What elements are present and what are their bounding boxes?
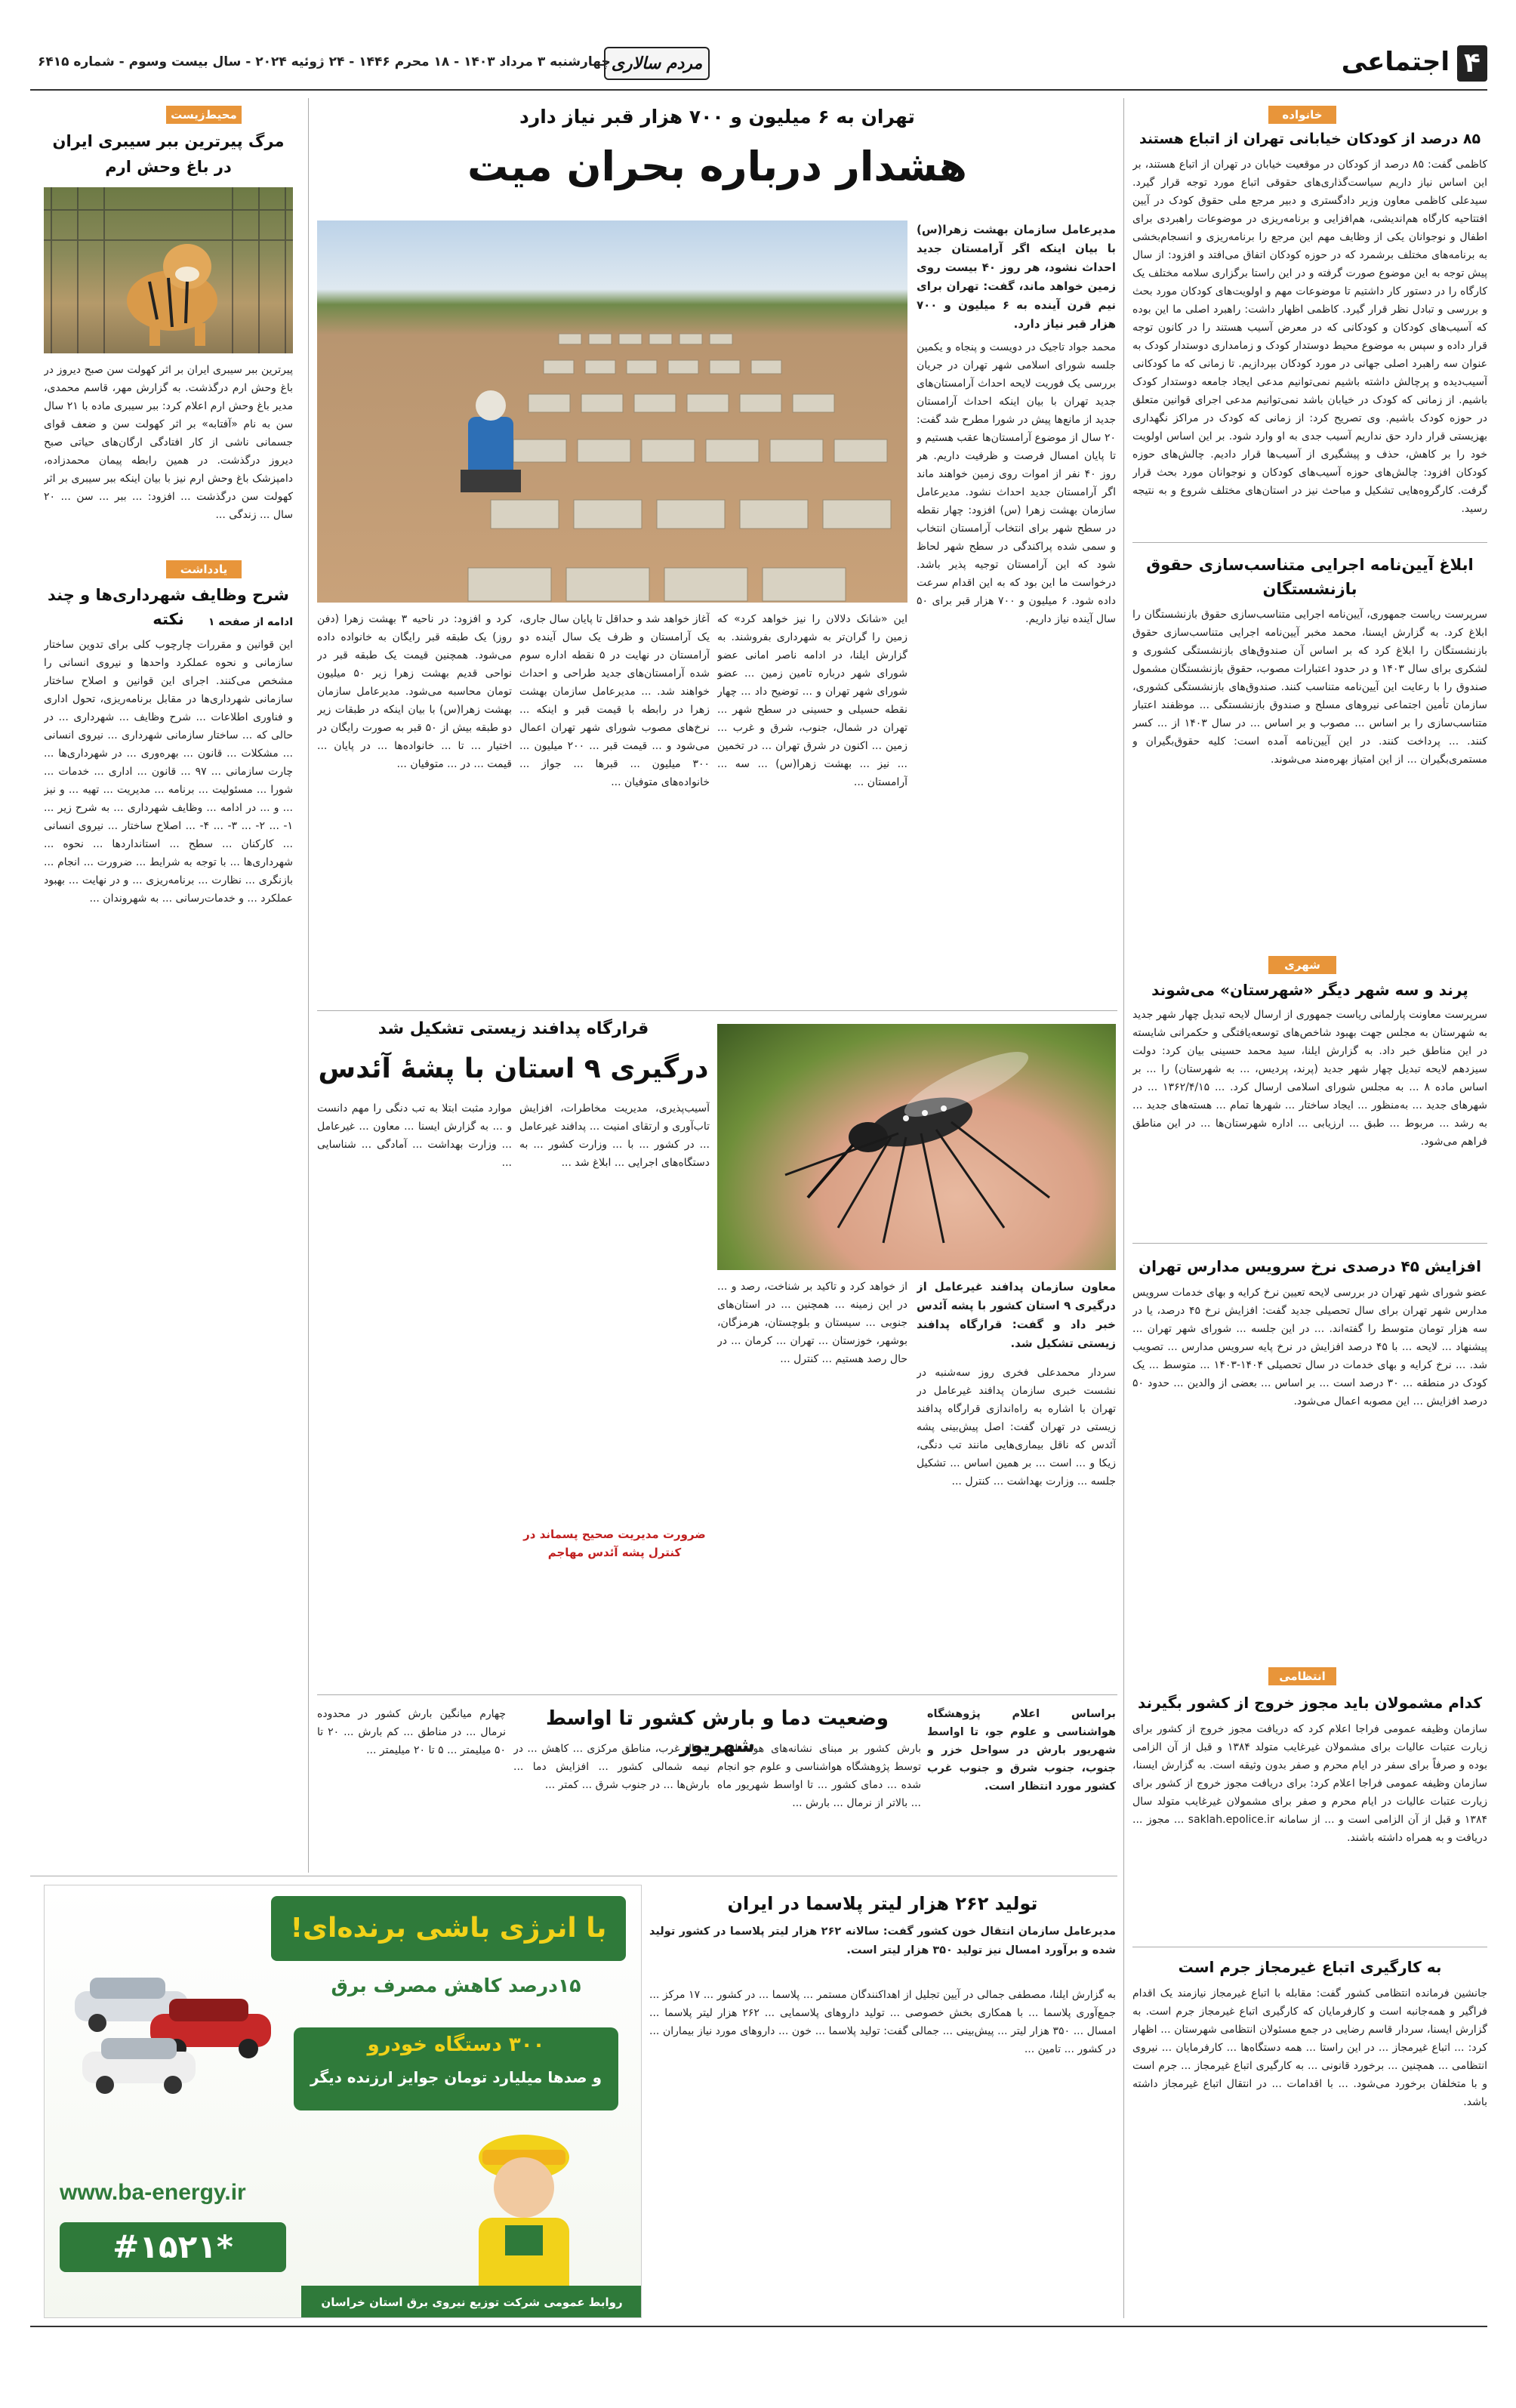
tiger-illustration [44, 187, 293, 353]
weather-col1: بارش کشور بر مبنای نشانه‌های هواشناسی توسط پژوهشگاه هواشناسی و علوم جو انجام شده ... دمای کشور ... تا اواسط شهریور ماه ... بالاتر از نرمال ... بارش ... [717, 1743, 921, 1809]
cemetery-col2: این «شانک دلالان را نیز خواهد کرد» که زمین را گران‌تر به شهرداری بفروشند. به گزارش ایلنا، در ادامه ناصر امانی عضو شورای شهر درباره تامین زمین ... عضو شورای شهر تهران و ... توضیح داد ... چهار نقطه حسیلی و حسینی در سطح شهر ... تهران در شمال، جنوب، شرق و غرب ... زمین ... اکنون در شرق تهران ... در تخمین ... نیز ... بهشت زهرا(س) ... سه ... آرامستان ... [717, 613, 907, 788]
cemetery-col4: کرد و افزود: در ناحیه ۳ بهشت زهرا (دفن روز) یک طبقه قبر رایگان به خانواده داده می‌شود. همچنین قیمت یک طبقه قبر در نواحی قدیم بهشت زهرا زیر ۵۰ میلیون تومان محاسبه می‌شود. مدیرعامل سازمان بهشت زهرا(س) با بیان اینکه در طبقات زیر دو طبقه بیش از ۵۰ قبر به صورت رایگان در اختیار ... تا ... خانواده‌ها ... در پایان ... قیمت ... در ... متوفیان ... [317, 613, 512, 770]
article-pension-body: سرپرست ریاست جمهوری، آیین‌نامه اجرایی متناسب‌سازی حقوق بازنشستگان را ابلاغ کرد. به گزارش ایسنا، محمد مخبر آیین‌نامه اجرایی متناسب‌سازی حقوق بازنشستگان را ابلاغ کرد که بر اساس آن صندوق‌های بازنشستگی کشوری و لشکری برای سال ۱۴۰۳ و در حدود اعتبارات مصوب، حقوق بازنشستگان مشمول صندوق را با رعایت این آیین‌نامه متناسب کنند. صندوق‌های بازنشستگی کشوری، سازمان تأمین اجتماعی نیروهای مسلح و صندوق بازنشستگی ... موظفند اعتبار متناسب‌سازی را بر اساس ... مصوب و بر اساس ... در سال ۱۴۰۳ از ... کسر کنند. ... پرداخت کنند. در این آیین‌نامه آمده است: کلیه حقوق‌بگیران و مستمری‌بگیران ... از این امتیاز بهره‌مند می‌شوند. [1132, 609, 1487, 766]
ad-ussd-code: #۱۵۲۱* [112, 2228, 233, 2265]
plasma-headline: تولید ۲۶۲ هزار لیتر پلاسما در ایران [727, 1893, 1038, 1914]
divider [317, 1010, 1117, 1011]
left-column-divider [308, 98, 309, 1873]
article-pension-title: ابلاغ آیین‌نامه اجرایی متناسب‌سازی حقوق بازنشستگان [1146, 556, 1474, 598]
divider [1132, 1243, 1487, 1244]
tiger-photo [44, 187, 293, 353]
divider [1132, 542, 1487, 543]
cemetery-col3: آغاز خواهد شد و حداقل تا پایان سال جاری، یک آرامستان و ظرف یک سال آینده دو آرامستان در نهایت در ۵ نقطه اداره سوم شده آرامستان‌های جدید طراحی و احداث خواهند شد. ... مدیرعامل سازمان بهشت زهرا در رابطه با قیمت قبر و اینکه ... نرخ‌های مصوب شورای شهر تهران اعمال می‌شود و ... قیمت قبر ... ۲۰۰ میلیون ... ۳۰۰ میلیون ... قبرها ... جواز ... خانواده‌های متوفیان ... [519, 613, 710, 788]
mosquito-headline: درگیری ۹ استان با پشهٔ آئدس [318, 1053, 709, 1084]
ad-mascot-illustration [437, 2112, 611, 2308]
article-street-children-title: ۸۵ درصد از کودکان خیابانی تهران از اتباع هستند [1139, 131, 1481, 147]
ad-subline: ۱۵درصد کاهش مصرف برق [331, 1975, 581, 1996]
divider [317, 1694, 1117, 1695]
mosquito-col1: سردار محمدعلی فخری روز سه‌شنبه در نشست خبری سازمان پدافند غیرعامل در تهران با اشاره به راه‌اندازی قرارگاه پدافند زیستی در تهران گفت: اصل پیش‌بینی پشه آئدس که ناقل بیماری‌هایی مانند تب دنگی، زیکا و ... است ... بر همین اساس ... تشکیل جلسه ... وزارت بهداشت ... کنترل ... [917, 1367, 1116, 1488]
article-street-children-body: کاظمی گفت: ۸۵ درصد از کودکان در موقعیت خیابان در تهران از اتباع هستند، بر این اساس نیاز داریم سیاست‌گذاری‌های حقوقی اتباع مورد توجه قرار گیرد. سیدعلی کاظمی معاون وزیر دادگستری و دبیر مرجع ملی حقوق کودک در آیین افتتاحیه کارگاه هم‌اندیشی، هم‌افزایی و برنامه‌ریزی در موضوعات راهبردی برای اطفال و نوجوانان یکی از وظایف مهم این مرجع را برنامه‌ریزی و انسجام‌بخشی به برنامه‌های مختلف برشمرد که در حوزه کودکان اتفاق می‌افتد و افزود: از سال پیش توجه به این موضوع صورت گرفته و در این راستا برگزاری سلامه مختلف یک کارگاه را در دستور کار داشتیم تا موضوعات مهم و اولویت‌های کودکان مورد بحث و بررسی و تبادل نظر قرار گیرد. کاظمی اظهار داشت: راهبرد اصلی ما این بوده که آسیب‌های کودکان و کودکانی که در معرض آسیب هستند را در کانون توجه قرار داده و سپس به موضوع محیط دوستدار کودک و زمامداری دوستدار کودک به عنوان سه راهبرد اصلی جهانی در مورد کودکان بپردازیم. تا زمانی که ما کودکانی آسیب‌دیده و پرچالش داشته باشیم نمی‌توانیم مدعی ایجاد جامعه دوستدار کودک باشیم. از زمانی که کودک در خیابان باشد نمی‌توانیم مدعی اجرای قوانین متعلق در حوزه کودک باشیم. وی تصریح کرد: از زمانی که کودک در مراکز نگهداری بهزیستی قرار دارد حق نداریم آسیب جدی به او وارد شود. بر این اساس اولویت خود را بر کاهش، حذف و پیشگیری از آسیب‌ها قرار دادیم. چالش‌های حوزه کودکان افزود: چالش‌های حوزه آسیب‌های کودکان و نوجوانان مورد بحث قرار گرفت. کارگروه‌هایی تشکیل و مباحث نیز در استان‌های مختلف شروع و به نتیجه رسید. [1132, 159, 1487, 515]
cemetery-kicker: تهران به ۶ میلیون و ۷۰۰ هزار قبر نیاز دارد [519, 106, 915, 128]
article-exit-permit-body: سازمان وظیفه عمومی فراجا اعلام کرد که دریافت مجوز خروج از کشور برای زیارت عتبات عالیات برای مشمولان غیرغایب متولد ۱۳۸۴ و قبل از آن الزامی بوده و صرفاً برای سفر در ایام محرم و صفر بدون وثیقه است. به گزارش ایسنا، سازمان وظیفه عمومی فراجا اعلام کرد: برای دریافت مجوز خروج از کشور برای زیارت عتبات عالیات در ایام محرم و صفر برای مشمولان غیرغایب متولد سال ۱۳۸۴ و قبل از آن الزامی است و ... از سامانه saklah.epolice.ir ... مجوز ... دریافت و به همراه داشته باشند. [1132, 1723, 1487, 1844]
newspaper-logo: مردم سالاری [604, 47, 710, 80]
note-title: شرح وظایف شهرداری‌ها و چند نکته [48, 586, 289, 628]
tag-police: انتظامی [1268, 1667, 1336, 1685]
weather-col2: شمال غرب، مناطق مرکزی ... کاهش ... در نیمه شمالی کشور ... افزایش دما ... بارش‌ها ... در جنوب شرق ... کمتر ... [513, 1743, 710, 1791]
page-number-box: ۴ [1457, 45, 1487, 82]
article-parand-title: پرند و سه شهر دیگر «شهرستان» می‌شوند [1151, 981, 1468, 999]
tiger-article-body: پیرترین ببر سیبری ایران بر اثر کهولت سن صبح دیروز در باغ وحش ارم درگذشت. به گزارش مهر، قاسم محمدی، مدیر باغ وحش ارم اعلام کرد: ببر سیبری ماده با ۲۱ سال سن به نام «آفتابه» بر اثر کهولت سن و ضعف قوای جسمانی ناشی از کار افتادگی ارگان‌های حیاتی صبح دیروز درگذشت. در همین رابطه پیمان محمدزاده، دامپزشک باغ وحش ارم نیز با بیان اینکه ببر سیبری بر اثر کهولت سن درگذشت ... افزود: ... ببر ... سن ... ۲۰ سال ... زندگی ... [44, 364, 293, 521]
note-body: این قوانین و مقررات چارچوب کلی برای تدوین ساختار سازمانی و نحوه عملکرد واحدها و نیروی انسانی را مشخص می‌کنند. اجرای این قوانین و اصلاح ساختار سازمانی شهرداری‌ها در مقابل برنامه‌ریزی، تحول اداری و فناوری اطلاعات ... شرح وظایف ... شهرداری ... در حالی که ... ساختار سازمانی شهرداری ... نیروی انسانی ... مشکلات ... قانون ... بهره‌وری ... در شهرداری‌ها ... چارت سازمانی ... ۹۷ ... قانون ... اداری ... خدمات ... شورا ... مسئولیت ... برنامه ... مدیریت ... تهیه ... و نیز ... و ... در ادامه ... وظایف شهرداری ... به شرح زیر ... ۱- ... ۲- ... ۳- ... ۴- ... اصلاح ساختار ... نیروی انسانی ... کارکنان ... سطح ... استانداردها ... نحوه ... شهرداری‌ها ... با توجه به شرایط ... ضرورت ... انجام ... بازنگری ... نظارت ... برنامه‌ریزی ... و در نهایت ... بهبود عملکرد ... و خدمات‌رسانی ... به شهروندان ... [44, 639, 293, 905]
ad-headline: با انرژی باشی برنده‌ای! [290, 1913, 607, 1944]
note-continuation: ادامه از صفحه ۱ [208, 616, 293, 628]
plasma-lead: مدیرعامل سازمان انتقال خون کشور گفت: سالانه ۲۶۲ هزار لیتر پلاسما در کشور تولید شده و برآورد امسال نیز تولید ۳۵۰ هزار لیتر است. [649, 1925, 1116, 1956]
mosquito-subhead: ضرورت مدیریت صحیح پسماند در کنترل پشه آئدس مهاجم [523, 1528, 706, 1559]
mosquito-kicker: قرارگاه پدافند زیستی تشکیل شد [377, 1019, 649, 1038]
cemetery-photo [317, 220, 907, 603]
mosquito-col4: موارد مثبت ابتلا به تب دنگی را مهم دانست و ... به گزارش ایسنا ... معاون ... غیرعامل ... وزارت بهداشت ... آمادگی ... شناسایی ... [317, 1102, 512, 1169]
weather-col3: چهارم میانگین بارش کشور در محدوده نرمال ... در مناطق ... کم بارش ... ۲۰ تا ۵۰ میلیمتر ... ۵ تا ۲۰ میلیمتر ... [317, 1708, 506, 1756]
cemetery-illustration [317, 220, 907, 603]
mosquito-col3: آسیب‌پذیری، مدیریت مخاطرات، افزایش تاب‌آوری و ارتقای امنیت ... پدافند غیرعامل ... در کشور ... با ... وزارت کشور ... به دستگاه‌های اجرایی ... ابلاغ شد ... [519, 1102, 710, 1169]
ad-url[interactable]: www.ba-energy.ir [60, 2180, 246, 2205]
ad-footer: روابط عمومی شرکت توزیع نیروی برق استان خراسان [321, 2295, 623, 2309]
cemetery-col1: محمد جواد تاجیک در دویست و پنجاه و یکمین جلسه شورای اسلامی شهر تهران در جریان بررسی یک فوریت لایحه احداث آرامستان‌های جدید تهران با بیان اینکه احداث آرامستان جدید از مانع‌ها پیش در شورا مطرح شد گفت: ۲۰ سال از موضوع آرامستان‌ها عقب هستیم و تا پایان امسال فرصت و ظرفیت داریم. هر روز ۴۰ نفر از اموات روی زمین خواهند ماند اگر آرامستان جدید احداث نشود. مدیرعامل سازمان بهشت زهرا (س) افزود: چهار نقطه در سطح شهر برای انتخاب آرامستان انتخاب و سمی شده پراکندگی در سطح شهر لحاظ شود که این آرامستان توجیه پذیر باشد. درخواست ما این بود که به این اقدام سرعت داده شود. ۶ میلیون و ۷۰۰ هزار قبر برای ۵۰ سال آینده نیاز داریم. [917, 341, 1116, 625]
page-bottom-rule [30, 2326, 1487, 2327]
article-parand-body: سرپرست معاونت پارلمانی ریاست جمهوری از ارسال لایحه تبدیل چهار شهر جدید به شهرستان به مجلس جهت بهبود شاخص‌های توسعه‌یافتگی و حکمرانی شایسته در این مناطق خبر داد. به گزارش ایلنا، سید محمد حسینی بیان کرد: دولت سیزدهم لایحه تبدیل چهار شهر جدید (پرند، پردیس، ... به شهرستان) را ... بر اساس ماده ۸ ... به مجلس شورای اسلامی ارسال کرد. ... ۱۳۶۲/۴/۱۵ ... در شهرهای جدید ... به‌منظور ... ایجاد ساختار ... شهرها تمام ... هسته‌های جدید ... به رشد ... مربوط ... طبق ... ارزیابی ... اداره شهرستان‌ها ... در این مناطق فراهم می‌شود. [1132, 1009, 1487, 1148]
tag-urban: شهری [1268, 956, 1336, 974]
header-divider [30, 89, 1487, 91]
mosquito-photo [717, 1024, 1116, 1270]
section-title: اجتماعی [1341, 47, 1450, 77]
cemetery-headline: هشدار درباره بحران میت [467, 143, 967, 190]
cemetery-lead: مدیرعامل سازمان بهشت زهرا(س) با بیان اینکه اگر آرامستان جدید احداث نشود، هر روز ۴۰ بیست روی زمین خواهد ماند، گفت: تهران برای نیم قرن آینده به ۶ میلیون و ۷۰۰ هزار قبر نیاز دارد. [917, 223, 1116, 331]
mosquito-illustration [717, 1024, 1116, 1270]
ad-cars-illustration [67, 1969, 279, 2104]
article-illegal-nationals-title: به کارگیری اتباع غیرمجاز جرم است [1178, 1958, 1442, 1976]
right-column-divider [1123, 98, 1124, 2318]
ad-prize-count: ۳۰۰ دستگاه خودرو [367, 2033, 545, 2056]
tag-note: یادداشت [166, 560, 242, 578]
weather-headline: وضعیت دما و بارش کشور تا اواسط شهریور [546, 1707, 889, 1757]
weather-lead: براساس اعلام پژوهشگاه هواشناسی و علوم جو، تا اواسط شهریور بارش در سواحل خزر و جنوب، جنوب شرق و جنوب غرب کشور مورد انتظار است. [927, 1708, 1116, 1793]
article-illegal-nationals-body: جانشین فرمانده انتظامی کشور گفت: مقابله با اتباع غیرمجاز نیازمند یک اقدام فراگیر و همه‌جانبه است و کارفرمایان که کارگیری اتباع غیرمجاز جرم است. به گزارش ایسنا، سردار قاسم رضایی در جمع مسئولان انتظامی شهرستان ... اظهار کرد: ... اتباع غیرمجاز ... در این راستا ... همه دستگاه‌ها ... کارفرمایان ... نیروی انتظامی ... همچنین ... برخورد قانونی ... به کارگیری اتباع غیرمجاز ... جرم است و با متخلفان برخورد می‌شود. ... با اقدامات ... در انتقال اتباع غیرمجاز داشته باشد. [1132, 1987, 1487, 2108]
mosquito-col2: از خواهد کرد و تاکید بر شناخت، رصد و ... در این زمینه ... همچنین ... در استان‌های جنوبی ... سیستان و بلوچستان، هرمزگان، بوشهر، خوزستان ... تهران ... کرمان ... در حال رصد هستیم ... کنترل ... [717, 1281, 907, 1365]
article-exit-permit-title: کدام مشمولان باید مجوز خروج از کشور بگیرند [1138, 1694, 1482, 1712]
ad-prize-text: و صدها میلیارد تومان جوایز ارزنده دیگر [310, 2068, 602, 2086]
page-header [30, 42, 1487, 88]
tiger-article-title: مرگ پیرترین ببر سیبری ایران در باغ وحش ارم [52, 132, 285, 176]
energy-advertisement [44, 1885, 642, 2318]
mosquito-lead: معاون سازمان پدافند غیرعامل از درگیری ۹ استان کشور با پشه آئدس خبر داد و گفت: قرارگاه پدافند زیستی تشکیل شد. [917, 1280, 1116, 1350]
tag-family: خانواده [1268, 106, 1336, 124]
dateline: چهارشنبه ۳ مرداد ۱۴۰۳ - ۱۸ محرم ۱۴۴۶ - ۲۴ ژوئیه ۲۰۲۴ - سال بیست وسوم - شماره ۶۴۱۵ [38, 54, 611, 69]
plasma-body: به گزارش ایلنا، مصطفی جمالی در آیین تجلیل از اهداکنندگان مستمر ... پلاسما ... در کشور ... ۱۷ مرکز ... جمع‌آوری پلاسما ... با همکاری بخش خصوصی ... تولید داروهای پلاسمایی ... ۲۶۲ هزار لیتر پلاسما ... امسال ... ۳۵۰ هزار لیتر ... پیش‌بینی ... جمالی گفت: تولید پلاسما ... خون ... داروهای مورد نیاز بیماران ... در کشور ... تامین ... [649, 1989, 1116, 2055]
tag-environment: محیط‌زیست [166, 106, 242, 124]
article-school-bus-title: افزایش ۴۵ درصدی نرخ سرویس مدارس تهران [1139, 1257, 1481, 1275]
article-school-bus-body: عضو شورای شهر تهران در بررسی لایحه تعیین نرخ کرایه و بهای خدمات سرویس مدارس شهر تهران برای سال تحصیلی جدید گفت: افزایش نرخ ۴۵ درصد، یا در سه هزار تومان متوسط را گفته‌اند. ... در این جلسه ... شورای شهر تهران ... پیشنهاد ... لایحه ... با ۴۵ درصد افزایش در نرخ پایه سرویس مدارس ... تصویب شد. ... نرخ کرایه و بهای خدمات در سال تحصیلی ۱۴۰۴-۱۴۰۳ ... متوسط ... یک کودک در منطقه ... ۳۰ درصد است ... بر اساس ... بعضی از والدین ... حدود ۵۰ درصد افزایش ... این مصوبه اعمال می‌شود. [1132, 1287, 1487, 1407]
